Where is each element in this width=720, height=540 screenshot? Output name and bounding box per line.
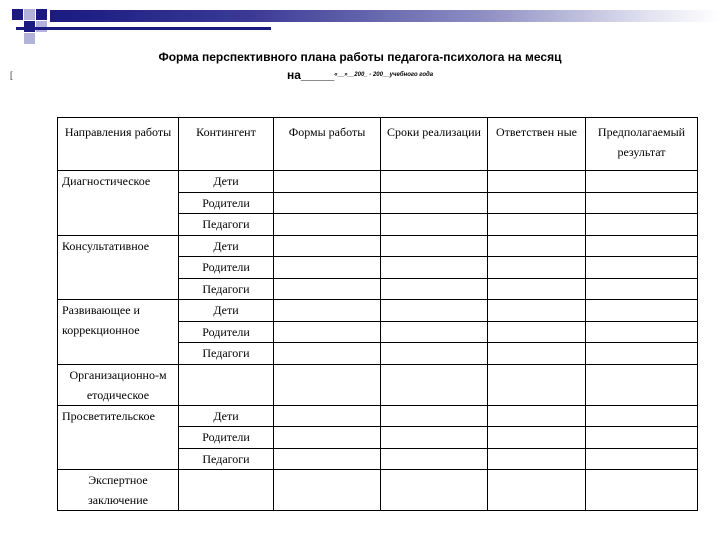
empty-cell[interactable] (586, 405, 698, 427)
empty-cell[interactable] (488, 214, 586, 236)
empty-cell[interactable] (274, 214, 381, 236)
empty-cell[interactable] (586, 427, 698, 449)
empty-cell[interactable] (274, 321, 381, 343)
contingent-cell: Родители (179, 192, 274, 214)
contingent-cell: Дети (179, 235, 274, 257)
deco-square (24, 33, 35, 44)
empty-cell[interactable] (381, 470, 488, 511)
page-title (0, 48, 720, 84)
header-expected-result: Предполагаемый результат (586, 118, 698, 171)
direction-cell: Организационно-м етодическое (58, 364, 179, 405)
direction-cell: Консультативное (58, 235, 179, 300)
empty-cell[interactable] (274, 257, 381, 279)
table-row (58, 470, 698, 511)
empty-cell[interactable] (381, 192, 488, 214)
direction-cell: Диагностическое (58, 171, 179, 236)
empty-cell[interactable] (274, 405, 381, 427)
empty-cell[interactable] (488, 300, 586, 322)
empty-cell[interactable] (179, 364, 274, 405)
empty-cell[interactable] (274, 171, 381, 193)
empty-cell[interactable] (274, 364, 381, 405)
deco-square (24, 9, 35, 20)
empty-cell[interactable] (488, 364, 586, 405)
empty-cell[interactable] (274, 278, 381, 300)
table-row (58, 364, 698, 405)
empty-cell[interactable] (381, 321, 488, 343)
title-line-1: Форма перспективного плана работы педагога-психолога на месяц (158, 50, 562, 64)
direction-cell: Просветительское (58, 405, 179, 470)
deco-square (36, 9, 47, 20)
empty-cell[interactable] (488, 343, 586, 365)
empty-cell[interactable] (488, 192, 586, 214)
empty-cell[interactable] (488, 257, 586, 279)
empty-cell[interactable] (381, 343, 488, 365)
empty-cell[interactable] (488, 448, 586, 470)
title-line-2 (0, 66, 720, 84)
empty-cell[interactable] (586, 257, 698, 279)
empty-cell[interactable] (179, 470, 274, 511)
empty-cell[interactable] (488, 171, 586, 193)
contingent-cell: Педагоги (179, 448, 274, 470)
empty-cell[interactable] (381, 171, 488, 193)
contingent-cell: Дети (179, 300, 274, 322)
empty-cell[interactable] (586, 171, 698, 193)
header-directions: Направления работы (58, 118, 179, 171)
plan-table (57, 117, 698, 511)
empty-cell[interactable] (586, 470, 698, 511)
table-row (58, 171, 698, 193)
empty-cell[interactable] (381, 235, 488, 257)
empty-cell[interactable] (488, 470, 586, 511)
table-row (58, 405, 698, 427)
empty-cell[interactable] (488, 405, 586, 427)
contingent-cell: Родители (179, 321, 274, 343)
empty-cell[interactable] (274, 235, 381, 257)
header-responsible: Ответствен ные (488, 118, 586, 171)
empty-cell[interactable] (488, 321, 586, 343)
contingent-cell: Педагоги (179, 214, 274, 236)
header-gradient-band (50, 10, 720, 22)
contingent-cell: Педагоги (179, 278, 274, 300)
title-line-2-main: на_____ (286, 68, 335, 82)
empty-cell[interactable] (586, 278, 698, 300)
empty-cell[interactable] (381, 427, 488, 449)
header-contingent: Контингент (179, 118, 274, 171)
empty-cell[interactable] (586, 192, 698, 214)
text-cursor-marker: [ (10, 70, 13, 80)
title-line-2-date: «__»__200_ - 200__учебного года (334, 72, 434, 78)
empty-cell[interactable] (488, 278, 586, 300)
empty-cell[interactable] (381, 257, 488, 279)
empty-cell[interactable] (381, 278, 488, 300)
empty-cell[interactable] (274, 192, 381, 214)
direction-cell: Развивающее и коррекционное (58, 300, 179, 365)
empty-cell[interactable] (586, 448, 698, 470)
empty-cell[interactable] (488, 427, 586, 449)
empty-cell[interactable] (381, 364, 488, 405)
contingent-cell: Родители (179, 427, 274, 449)
deco-square (12, 9, 23, 20)
table-row (58, 300, 698, 322)
empty-cell[interactable] (488, 235, 586, 257)
header-underline (16, 27, 271, 30)
empty-cell[interactable] (381, 405, 488, 427)
empty-cell[interactable] (586, 364, 698, 405)
contingent-cell: Дети (179, 405, 274, 427)
header-work-forms: Формы работы (274, 118, 381, 171)
empty-cell[interactable] (274, 470, 381, 511)
empty-cell[interactable] (586, 321, 698, 343)
empty-cell[interactable] (381, 300, 488, 322)
empty-cell[interactable] (586, 343, 698, 365)
header-deadlines: Сроки реализации (381, 118, 488, 171)
contingent-cell: Педагоги (179, 343, 274, 365)
direction-cell: Экспертное заключение (58, 470, 179, 511)
empty-cell[interactable] (586, 300, 698, 322)
table-header-row (58, 118, 698, 171)
empty-cell[interactable] (586, 235, 698, 257)
contingent-cell: Родители (179, 257, 274, 279)
empty-cell[interactable] (381, 214, 488, 236)
empty-cell[interactable] (274, 343, 381, 365)
empty-cell[interactable] (274, 448, 381, 470)
empty-cell[interactable] (381, 448, 488, 470)
empty-cell[interactable] (586, 214, 698, 236)
empty-cell[interactable] (274, 300, 381, 322)
contingent-cell: Дети (179, 171, 274, 193)
table-row (58, 235, 698, 257)
empty-cell[interactable] (274, 427, 381, 449)
